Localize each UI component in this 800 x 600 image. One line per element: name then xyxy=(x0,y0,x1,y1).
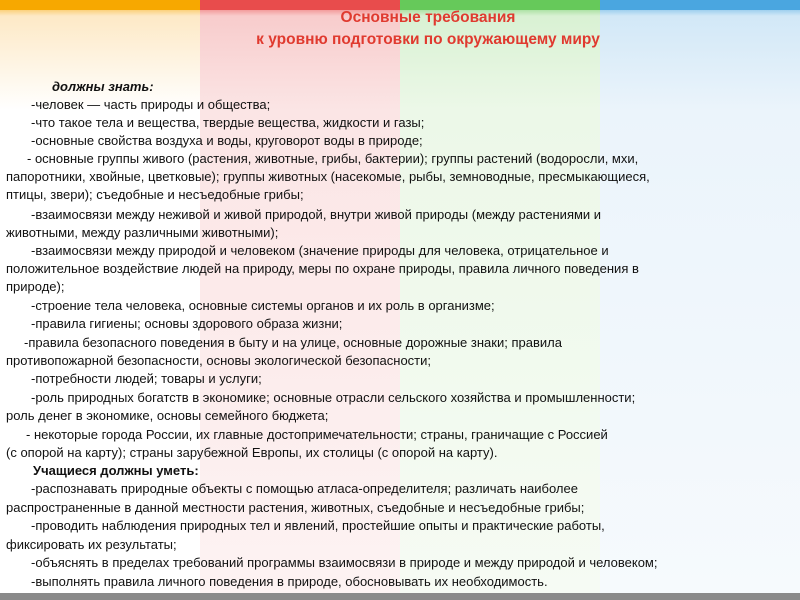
text-line: -роль природных богатств в экономике; основные отрасли сельского хозяйства и промышленности; xyxy=(31,390,636,405)
text-line: -правила гигиены; основы здорового образа жизни; xyxy=(31,316,343,331)
text-line: (с опорой на карту); страны зарубежной Европы, их столицы (с опорой на карту). xyxy=(6,445,498,460)
text-line: распространенные в данной местности растения, животных, съедобные и несъедобные грибы; xyxy=(6,500,585,515)
text-line: - основные группы живого (растения, животные, грибы, бактерии); группы растений (водоросли, мхи, xyxy=(27,151,639,166)
slide-title-line-2: к уровню подготовки по окружающему миру xyxy=(256,31,600,48)
text-line: -правила безопасного поведения в быту и на улице, основные дорожные знаки; правила xyxy=(24,335,562,350)
text-line: - некоторые города России, их главные достопримечательности; страны, граничащие с Россией xyxy=(26,427,608,442)
text-line: роль денег в экономике, основы семейного бюджета; xyxy=(6,408,329,423)
text-line: птицы, звери); съедобные и несъедобные грибы; xyxy=(6,187,304,202)
slide-title-line-1: Основные требования xyxy=(340,9,516,26)
text-line: фиксировать их результаты; xyxy=(6,537,177,552)
text-line: животными, между различными животными); xyxy=(6,225,279,240)
text-line: природе); xyxy=(6,279,65,294)
text-line: противопожарной безопасности, основы экологической безопасности; xyxy=(6,353,432,368)
text-line: -что такое тела и вещества, твердые вещества, жидкости и газы; xyxy=(31,115,425,130)
text-line: -проводить наблюдения природных тел и явлений, простейшие опыты и практические работы, xyxy=(31,518,605,533)
text-line: -основные свойства воздуха и воды, круговорот воды в природе; xyxy=(31,133,423,148)
text-line: -потребности людей; товары и услуги; xyxy=(31,371,262,386)
text-line: -объяснять в пределах требований программы взаимосвязи в природе и между природой и человеком; xyxy=(31,555,658,570)
text-line: -человек — часть природы и общества; xyxy=(31,97,271,112)
text-line: папоротники, хвойные, цветковые); группы животных (насекомые, рыбы, земноводные, пресмыкающиеся, xyxy=(6,169,650,184)
text-line: положительное воздействие людей на природу, меры по охране природы, правила личного поведения в xyxy=(6,261,639,276)
text-line: -взаимосвязи между природой и человеком (значение природы для человека, отрицательное и xyxy=(31,243,609,258)
must-know-heading: должны знать: xyxy=(52,79,154,94)
text-line: -распознавать природные объекты с помощью атласа-определителя; различать наиболее xyxy=(31,481,578,496)
must-be-able-heading: Учащиеся должны уметь: xyxy=(33,463,199,478)
text-line: -строение тела человека, основные системы органов и их роль в организме; xyxy=(31,298,495,313)
text-line: -взаимосвязи между неживой и живой природой, внутри живой природы (между растениями и xyxy=(31,207,602,222)
text-line: -выполнять правила личного поведения в природе, обосновывать их необходимость. xyxy=(31,574,548,589)
